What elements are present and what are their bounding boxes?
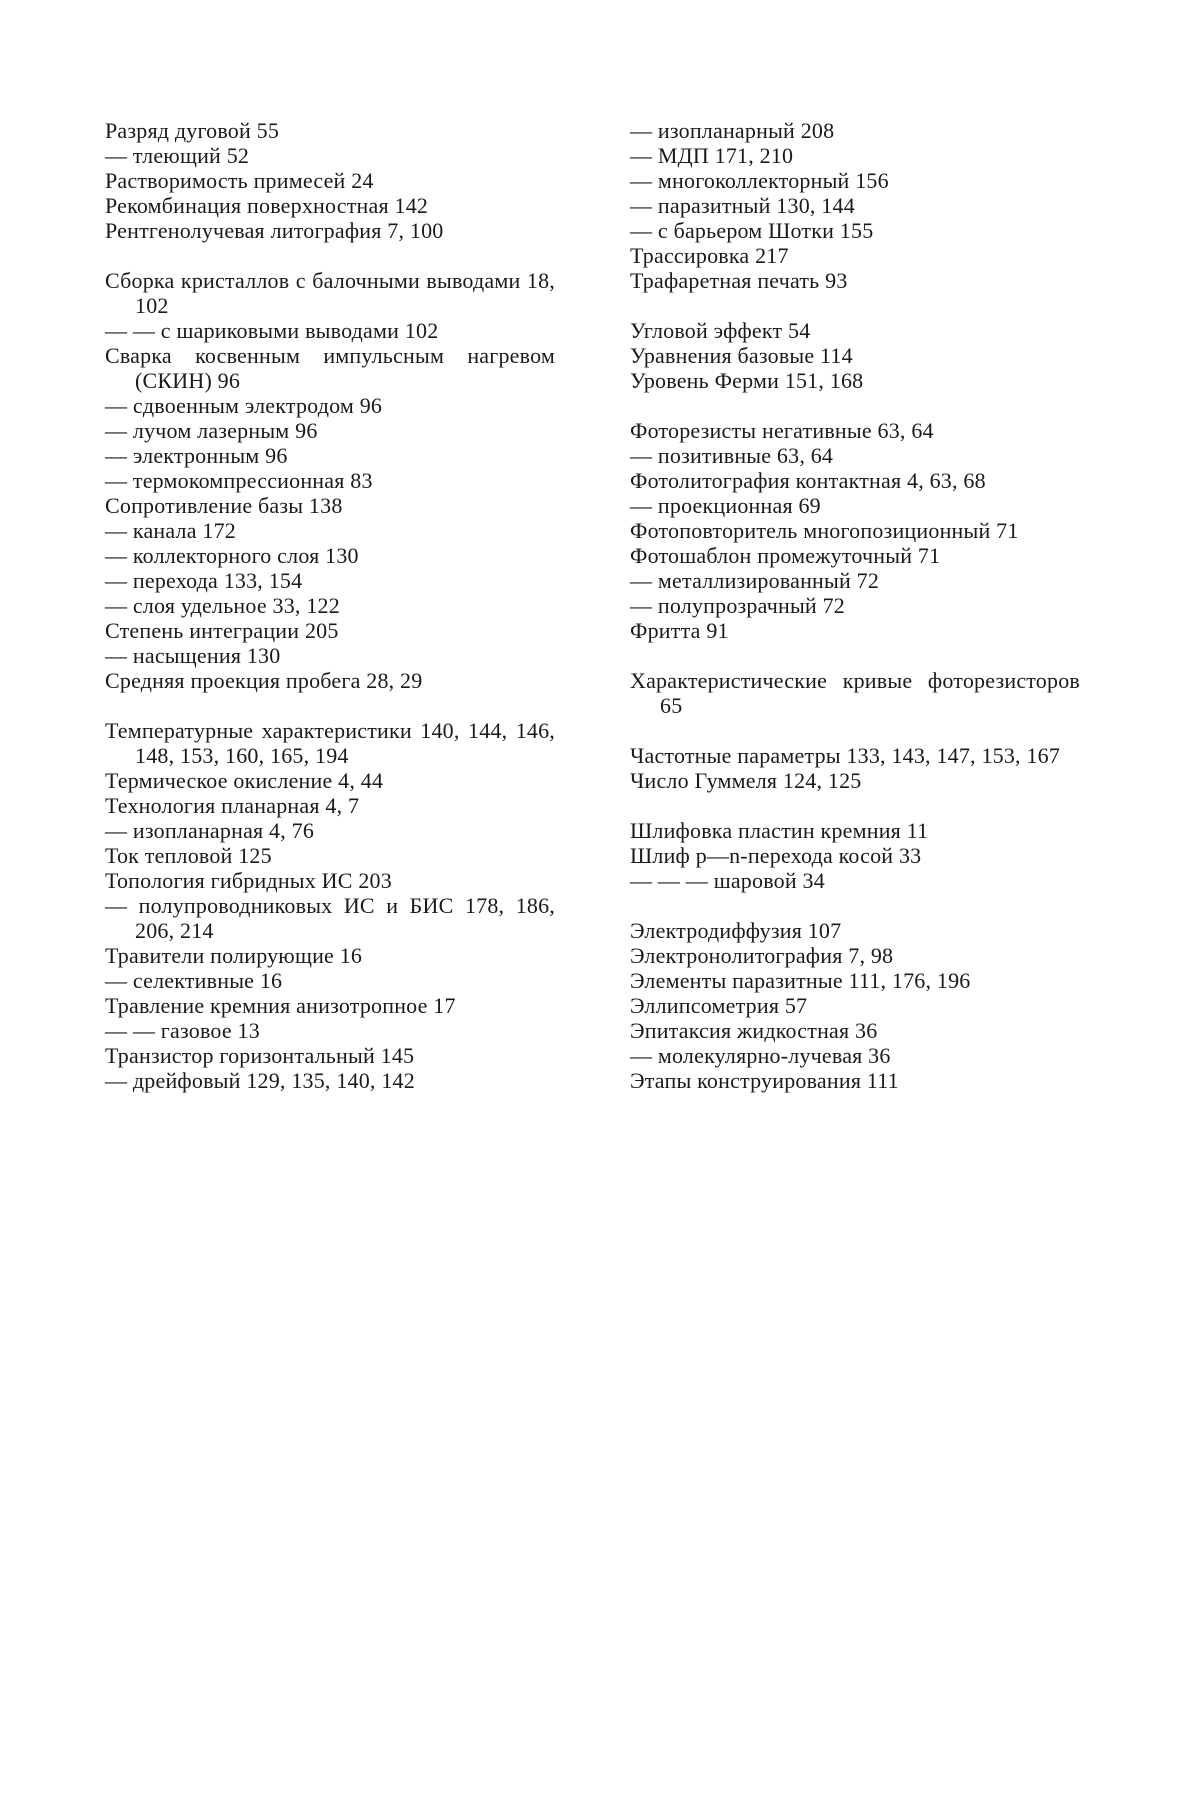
index-entry: — проекционная 69: [630, 493, 821, 518]
index-entry: — многоколлекторный 156: [630, 168, 889, 193]
index-entry: — термокомпрессионная 83: [105, 468, 373, 493]
index-entry: Характеристические кривые фоторезисторов 65: [630, 668, 1080, 718]
index-entry: Шлиф p—n-перехода косой 33: [630, 843, 922, 868]
index-entry: Эпитаксия жидкостная 36: [630, 1018, 878, 1043]
index-group-kh: [630, 668, 1080, 718]
index-entry: Элементы паразитные 111, 176, 196: [630, 968, 971, 993]
index-group-t: [105, 718, 555, 1093]
index-entry: — слоя удельное 33, 122: [105, 593, 340, 618]
index-entry: Фотоповторитель многопозиционный 71: [630, 518, 1019, 543]
index-entry: — перехода 133, 154: [105, 568, 303, 593]
index-group-t-cont: [630, 118, 1080, 293]
index-group-ch: [630, 743, 1080, 793]
index-entry: Разряд дуговой 55: [105, 118, 280, 143]
index-entry: — канала 172: [105, 518, 236, 543]
index-entry: Рентгенолучевая литография 7, 100: [105, 218, 444, 243]
index-entry: Рекомбинация поверхностная 142: [105, 193, 429, 218]
index-column-right: [630, 118, 1080, 1118]
index-group-e: [630, 918, 1080, 1093]
index-entry: Фритта 91: [630, 618, 729, 643]
index-entry: Травление кремния анизотропное 17: [105, 993, 456, 1018]
index-entry: Фотошаблон промежуточный 71: [630, 543, 941, 568]
index-entry: Травители полирующие 16: [105, 943, 363, 968]
index-entry: Электронолитография 7, 98: [630, 943, 894, 968]
index-entry: — электронным 96: [105, 443, 288, 468]
index-entry: Эллипсометрия 57: [630, 993, 808, 1018]
index-entry: Технология планарная 4, 7: [105, 793, 360, 818]
index-entry: Средняя проекция пробега 28, 29: [105, 668, 423, 693]
index-entry: — насыщения 130: [105, 643, 281, 668]
index-entry: — — с шариковыми выводами 102: [105, 318, 439, 343]
index-entry: — селективные 16: [105, 968, 283, 993]
index-entry: Частотные параметры 133, 143, 147, 153, 167: [630, 743, 1061, 768]
index-entry: — полупрозрачный 72: [630, 593, 846, 618]
index-entry: — коллекторного слоя 130: [105, 543, 359, 568]
index-entry: Степень интеграции 205: [105, 618, 339, 643]
index-entry: — — — шаровой 34: [630, 868, 825, 893]
index-entry: — дрейфовый 129, 135, 140, 142: [105, 1068, 415, 1093]
index-entry: — с барьером Шотки 155: [630, 218, 874, 243]
index-entry: Термическое окисление 4, 44: [105, 768, 384, 793]
index-entry: Электродиффузия 107: [630, 918, 842, 943]
index-entry: Число Гуммеля 124, 125: [630, 768, 862, 793]
index-entry: — — газовое 13: [105, 1018, 260, 1043]
index-entry: — МДП 171, 210: [630, 143, 794, 168]
index-entry: — лучом лазерным 96: [105, 418, 318, 443]
index-entry: — тлеющий 52: [105, 143, 250, 168]
index-entry: — полупроводниковых ИС и БИС 178, 186, 206, 214: [105, 893, 555, 943]
index-entry: Фоторезисты негативные 63, 64: [630, 418, 934, 443]
index-entry: Сварка косвенным импульсным нагревом (СКИН) 96: [105, 343, 555, 393]
index-entry: Сборка кристаллов с балочными выводами 18, 102: [105, 268, 555, 318]
index-group-u: [630, 318, 1080, 393]
index-entry: Сопротивление базы 138: [105, 493, 343, 518]
index-entry: Температурные характеристики 140, 144, 146, 148, 153, 160, 165, 194: [105, 718, 555, 768]
index-entry: — сдвоенным электродом 96: [105, 393, 383, 418]
index-entry: Угловой эффект 54: [630, 318, 811, 343]
index-entry: Шлифовка пластин кремния 11: [630, 818, 929, 843]
index-group-r: [105, 118, 555, 243]
index-entry: Трассировка 217: [630, 243, 789, 268]
index-group-sh: [630, 818, 1080, 893]
index-entry: Ток тепловой 125: [105, 843, 272, 868]
index-entry: — изопланарный 208: [630, 118, 835, 143]
index-entry: Уровень Ферми 151, 168: [630, 368, 864, 393]
index-entry: Топология гибридных ИС 203: [105, 868, 392, 893]
index-entry: Транзистор горизонтальный 145: [105, 1043, 415, 1068]
index-entry: Растворимость примесей 24: [105, 168, 374, 193]
index-entry: Трафаретная печать 93: [630, 268, 848, 293]
index-entry: — изопланарная 4, 76: [105, 818, 315, 843]
index-entry: Фотолитография контактная 4, 63, 68: [630, 468, 986, 493]
index-entry: — паразитный 130, 144: [630, 193, 855, 218]
index-entry: — металлизированный 72: [630, 568, 880, 593]
index-entry: Уравнения базовые 114: [630, 343, 853, 368]
index-group-s: [105, 268, 555, 693]
index-group-f: [630, 418, 1080, 643]
index-entry: — молекулярно-лучевая 36: [630, 1043, 891, 1068]
index-entry: Этапы конструирования 111: [630, 1068, 899, 1093]
index-entry: — позитивные 63, 64: [630, 443, 834, 468]
index-column-left: [105, 118, 555, 1118]
